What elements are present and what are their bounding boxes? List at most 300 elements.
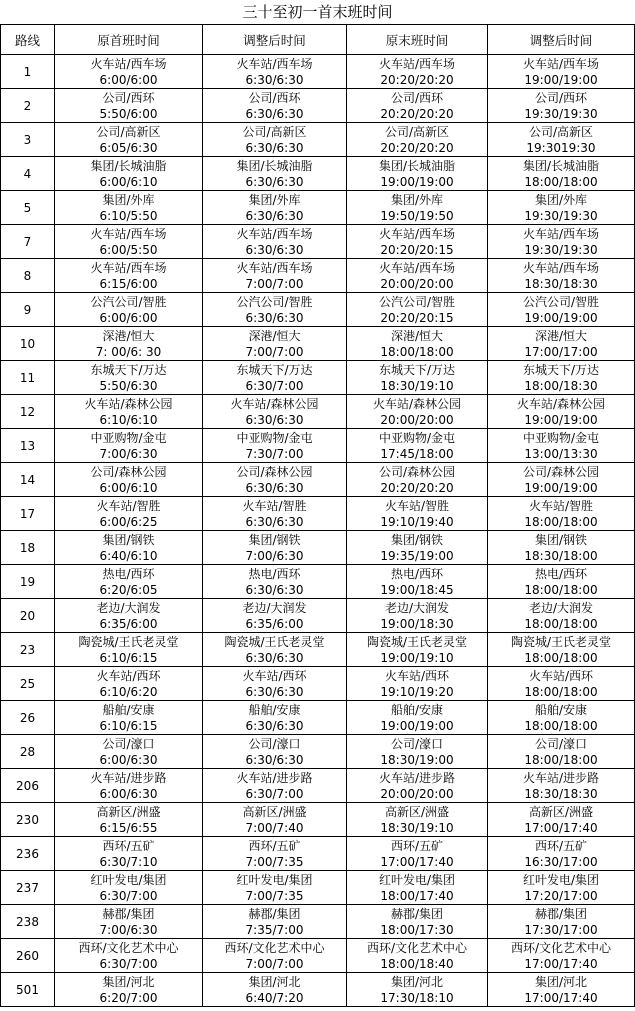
stop-names: 集团/外库 bbox=[390, 192, 444, 207]
stop-names: 深港/恒大 bbox=[390, 328, 444, 343]
times: 19:30/19:30 bbox=[524, 242, 598, 257]
times: 18:30/18:30 bbox=[524, 276, 598, 291]
times: 6:30/6:30 bbox=[245, 242, 304, 257]
route-number: 206 bbox=[1, 769, 55, 803]
route-number: 8 bbox=[1, 259, 55, 293]
stop-names: 火车站/西车场 bbox=[378, 226, 456, 241]
stop-names: 西环/五矿 bbox=[248, 838, 301, 853]
stop-names: 火车站/西环 bbox=[384, 668, 450, 683]
stop-names: 集团/外库 bbox=[248, 192, 301, 207]
orig-last-cell bbox=[347, 531, 488, 565]
stop-names: 热电/西环 bbox=[248, 566, 301, 581]
adj-last-cell bbox=[488, 939, 635, 973]
stop-names: 火车站/西车场 bbox=[236, 226, 313, 241]
adj-last-cell bbox=[488, 667, 635, 701]
stop-names: 陶瓷城/王氏老灵堂 bbox=[510, 634, 612, 649]
times: 19:00/19:00 bbox=[524, 310, 598, 325]
times: 18:00/18:00 bbox=[524, 718, 598, 733]
times: 17:20/17:00 bbox=[524, 888, 598, 903]
orig-last-cell bbox=[347, 973, 488, 1007]
times: 17:45/18:00 bbox=[380, 446, 454, 461]
times: 19:10/19:20 bbox=[380, 684, 454, 699]
stop-names: 火车站/森林公园 bbox=[372, 396, 462, 411]
stop-names: 西环/五矿 bbox=[102, 838, 155, 853]
route-number: 236 bbox=[1, 837, 55, 871]
orig-first-cell bbox=[55, 531, 203, 565]
times: 6:00/5:50 bbox=[99, 242, 158, 257]
stop-names: 赫郡/集团 bbox=[534, 906, 588, 921]
stop-names: 赫郡/集团 bbox=[102, 906, 155, 921]
stop-names: 公汽公司/智胜 bbox=[378, 294, 456, 309]
times: 6:30/6:30 bbox=[245, 310, 304, 325]
times: 6:30/7:00 bbox=[99, 888, 158, 903]
orig-last-cell bbox=[347, 871, 488, 905]
times: 6:30/7:00 bbox=[245, 786, 304, 801]
stop-names: 集团/钢铁 bbox=[534, 532, 588, 547]
adj-last-cell bbox=[488, 191, 635, 225]
adj-first-cell bbox=[203, 735, 347, 769]
orig-first-cell bbox=[55, 565, 203, 599]
adj-last-cell bbox=[488, 905, 635, 939]
adj-first-cell bbox=[203, 939, 347, 973]
stop-names: 老边/大润发 bbox=[528, 600, 594, 615]
orig-first-cell bbox=[55, 55, 203, 89]
table-row bbox=[1, 905, 635, 939]
orig-first-cell bbox=[55, 123, 203, 157]
header-orig-first: 原首班时间 bbox=[55, 25, 203, 55]
times: 20:20/20:20 bbox=[380, 140, 454, 155]
times: 18:30/19:10 bbox=[380, 820, 454, 835]
orig-last-cell bbox=[347, 225, 488, 259]
route-number: 25 bbox=[1, 667, 55, 701]
times: 17:30/17:00 bbox=[524, 922, 598, 937]
orig-last-cell bbox=[347, 599, 488, 633]
times: 5:50/6:00 bbox=[99, 106, 158, 121]
times: 7:00/7:00 bbox=[245, 344, 304, 359]
times: 6:30/7:10 bbox=[99, 854, 158, 869]
adj-first-cell bbox=[203, 157, 347, 191]
orig-first-cell bbox=[55, 633, 203, 667]
orig-last-cell bbox=[347, 429, 488, 463]
route-number: 9 bbox=[1, 293, 55, 327]
stop-names: 赫郡/集团 bbox=[248, 906, 301, 921]
route-number: 18 bbox=[1, 531, 55, 565]
orig-last-cell bbox=[347, 565, 488, 599]
orig-last-cell bbox=[347, 123, 488, 157]
adj-last-cell bbox=[488, 123, 635, 157]
adj-last-cell bbox=[488, 599, 635, 633]
stop-names: 公司/濠口 bbox=[102, 736, 155, 751]
orig-first-cell bbox=[55, 769, 203, 803]
orig-last-cell bbox=[347, 837, 488, 871]
times: 19:00/18:45 bbox=[380, 582, 454, 597]
stop-names: 中亚购物/金屯 bbox=[522, 430, 600, 445]
times: 6:30/6:30 bbox=[245, 752, 304, 767]
times: 18:30/18:00 bbox=[524, 548, 598, 563]
stop-names: 东城天下/万达 bbox=[522, 362, 600, 377]
table-row bbox=[1, 123, 635, 157]
adj-first-cell bbox=[203, 191, 347, 225]
stop-names: 火车站/进步路 bbox=[378, 770, 456, 785]
stop-names: 集团/河北 bbox=[390, 974, 444, 989]
times: 17:00/17:40 bbox=[380, 854, 454, 869]
stop-names: 火车站/西车场 bbox=[90, 260, 167, 275]
times: 20:20/20:15 bbox=[380, 242, 454, 257]
times: 6:15/6:55 bbox=[99, 820, 158, 835]
schedule-table bbox=[0, 24, 635, 1007]
stop-names: 公司/西环 bbox=[390, 90, 444, 105]
times: 7:35/7:00 bbox=[245, 922, 304, 937]
adj-first-cell bbox=[203, 871, 347, 905]
times: 19:35/19:00 bbox=[380, 548, 454, 563]
stop-names: 红叶发电/集团 bbox=[522, 872, 600, 887]
route-number: 1 bbox=[1, 55, 55, 89]
route-number: 260 bbox=[1, 939, 55, 973]
stop-names: 高新区/洲盛 bbox=[96, 804, 161, 819]
stop-names: 火车站/进步路 bbox=[522, 770, 600, 785]
times: 18:00/18:00 bbox=[524, 752, 598, 767]
stop-names: 火车站/西车场 bbox=[236, 56, 313, 71]
orig-last-cell bbox=[347, 803, 488, 837]
orig-first-cell bbox=[55, 701, 203, 735]
stop-names: 公汽公司/智胜 bbox=[90, 294, 167, 309]
times: 6:10/6:20 bbox=[99, 684, 158, 699]
times: 20:00/20:00 bbox=[380, 786, 454, 801]
page-title: 三十至初一首末班时间 bbox=[242, 3, 393, 21]
stop-names: 火车站/西环 bbox=[242, 668, 307, 683]
orig-first-cell bbox=[55, 599, 203, 633]
stop-names: 公司/西环 bbox=[248, 90, 301, 105]
times: 6:20/7:00 bbox=[99, 990, 158, 1005]
adj-last-cell bbox=[488, 803, 635, 837]
stop-names: 西环/文化艺术中心 bbox=[78, 940, 179, 955]
table-row bbox=[1, 293, 635, 327]
route-number: 14 bbox=[1, 463, 55, 497]
stop-names: 西环/五矿 bbox=[390, 838, 444, 853]
adj-last-cell bbox=[488, 497, 635, 531]
stop-names: 集团/钢铁 bbox=[102, 532, 155, 547]
table-row bbox=[1, 531, 635, 565]
adj-last-cell bbox=[488, 837, 635, 871]
stop-names: 高新区/洲盛 bbox=[384, 804, 450, 819]
route-number: 13 bbox=[1, 429, 55, 463]
orig-last-cell bbox=[347, 633, 488, 667]
times: 18:30/18:30 bbox=[524, 786, 598, 801]
table-row bbox=[1, 361, 635, 395]
times: 19:30/19:30 bbox=[524, 208, 598, 223]
route-number: 12 bbox=[1, 395, 55, 429]
times: 6:30/6:30 bbox=[245, 650, 304, 665]
times: 6:00/6:10 bbox=[99, 480, 158, 495]
adj-first-cell bbox=[203, 361, 347, 395]
stop-names: 公司/高新区 bbox=[242, 124, 307, 139]
table-row bbox=[1, 769, 635, 803]
table-row bbox=[1, 939, 635, 973]
orig-last-cell bbox=[347, 55, 488, 89]
table-row bbox=[1, 973, 635, 1007]
adj-last-cell bbox=[488, 565, 635, 599]
times: 17:00/17:40 bbox=[524, 820, 598, 835]
orig-first-cell bbox=[55, 463, 203, 497]
times: 6:40/6:10 bbox=[99, 548, 158, 563]
orig-last-cell bbox=[347, 939, 488, 973]
stop-names: 西环/五矿 bbox=[534, 838, 588, 853]
times: 6:10/6:15 bbox=[99, 650, 158, 665]
orig-last-cell bbox=[347, 293, 488, 327]
times: 16:30/17:00 bbox=[524, 854, 598, 869]
adj-first-cell bbox=[203, 803, 347, 837]
times: 7:00/6:30 bbox=[245, 548, 304, 563]
stop-names: 红叶发电/集团 bbox=[236, 872, 313, 887]
times: 20:00/20:00 bbox=[380, 276, 454, 291]
times: 6:30/7:00 bbox=[245, 378, 304, 393]
adj-first-cell bbox=[203, 55, 347, 89]
table-row bbox=[1, 497, 635, 531]
stop-names: 火车站/西车场 bbox=[90, 226, 167, 241]
stop-names: 陶瓷城/王氏老灵堂 bbox=[366, 634, 468, 649]
times: 19:00/19:00 bbox=[380, 174, 454, 189]
stop-names: 中亚购物/金屯 bbox=[236, 430, 313, 445]
orig-last-cell bbox=[347, 769, 488, 803]
stop-names: 船舶/安康 bbox=[390, 702, 444, 717]
table-row bbox=[1, 55, 635, 89]
times: 6:00/6:30 bbox=[99, 786, 158, 801]
table-row bbox=[1, 701, 635, 735]
adj-last-cell bbox=[488, 701, 635, 735]
times: 18:00/18:00 bbox=[524, 616, 598, 631]
route-number: 19 bbox=[1, 565, 55, 599]
stop-names: 集团/外库 bbox=[102, 192, 155, 207]
stop-names: 集团/河北 bbox=[534, 974, 588, 989]
adj-last-cell bbox=[488, 973, 635, 1007]
stop-names: 集团/河北 bbox=[102, 974, 155, 989]
stop-names: 高新区/洲盛 bbox=[528, 804, 594, 819]
adj-first-cell bbox=[203, 905, 347, 939]
table-row bbox=[1, 565, 635, 599]
adj-first-cell bbox=[203, 293, 347, 327]
stop-names: 高新区/洲盛 bbox=[242, 804, 307, 819]
times: 6:00/6:00 bbox=[99, 310, 158, 325]
stop-names: 船舶/安康 bbox=[534, 702, 588, 717]
stop-names: 热电/西环 bbox=[534, 566, 588, 581]
stop-names: 公司/森林公园 bbox=[90, 464, 167, 479]
adj-first-cell bbox=[203, 259, 347, 293]
times: 7:00/7:00 bbox=[245, 276, 304, 291]
adj-first-cell bbox=[203, 463, 347, 497]
orig-last-cell bbox=[347, 157, 488, 191]
times: 18:00/18:00 bbox=[524, 650, 598, 665]
times: 17:30/18:10 bbox=[380, 990, 454, 1005]
orig-last-cell bbox=[347, 327, 488, 361]
times: 6:05/6:30 bbox=[99, 140, 158, 155]
stop-names: 陶瓷城/王氏老灵堂 bbox=[224, 634, 325, 649]
orig-first-cell bbox=[55, 327, 203, 361]
table-row bbox=[1, 667, 635, 701]
table-row bbox=[1, 157, 635, 191]
table-row bbox=[1, 395, 635, 429]
adj-last-cell bbox=[488, 735, 635, 769]
stop-names: 火车站/智胜 bbox=[528, 498, 594, 513]
route-number: 4 bbox=[1, 157, 55, 191]
times: 17:00/17:40 bbox=[524, 990, 598, 1005]
stop-names: 火车站/智胜 bbox=[242, 498, 307, 513]
stop-names: 公司/高新区 bbox=[384, 124, 450, 139]
stop-names: 公司/西环 bbox=[534, 90, 588, 105]
adj-first-cell bbox=[203, 837, 347, 871]
times: 18:00/18:00 bbox=[524, 174, 598, 189]
orig-last-cell bbox=[347, 905, 488, 939]
adj-first-cell bbox=[203, 633, 347, 667]
stop-names: 西环/文化艺术中心 bbox=[510, 940, 612, 955]
orig-first-cell bbox=[55, 429, 203, 463]
stop-names: 东城天下/万达 bbox=[236, 362, 313, 377]
stop-names: 西环/文化艺术中心 bbox=[366, 940, 468, 955]
times: 18:00/18:30 bbox=[524, 378, 598, 393]
times: 19:30/19:30 bbox=[524, 106, 598, 121]
adj-last-cell bbox=[488, 463, 635, 497]
stop-names: 赫郡/集团 bbox=[390, 906, 444, 921]
times: 13:00/13:30 bbox=[524, 446, 598, 461]
table-row bbox=[1, 225, 635, 259]
orig-last-cell bbox=[347, 259, 488, 293]
header-adj-last: 调整后时间 bbox=[488, 25, 635, 55]
stop-names: 火车站/西车场 bbox=[522, 226, 600, 241]
times: 6:30/6:30 bbox=[245, 106, 304, 121]
stop-names: 公司/森林公园 bbox=[378, 464, 456, 479]
times: 6:30/7:00 bbox=[99, 956, 158, 971]
header-orig-last: 原末班时间 bbox=[347, 25, 488, 55]
times: 18:00/17:40 bbox=[380, 888, 454, 903]
header-row bbox=[1, 25, 635, 55]
adj-last-cell bbox=[488, 769, 635, 803]
table-row bbox=[1, 837, 635, 871]
table-body bbox=[1, 55, 635, 1007]
adj-last-cell bbox=[488, 327, 635, 361]
times: 7:00/7:00 bbox=[245, 956, 304, 971]
times: 7:00/7:35 bbox=[245, 888, 304, 903]
adj-first-cell bbox=[203, 565, 347, 599]
times: 6:30/6:30 bbox=[245, 684, 304, 699]
times: 18:30/19:00 bbox=[380, 752, 454, 767]
table-row bbox=[1, 735, 635, 769]
times: 18:00/18:00 bbox=[524, 514, 598, 529]
stop-names: 火车站/西车场 bbox=[378, 260, 456, 275]
orig-first-cell bbox=[55, 871, 203, 905]
stop-names: 老边/大润发 bbox=[96, 600, 161, 615]
times: 5:50/6:30 bbox=[99, 378, 158, 393]
route-number: 23 bbox=[1, 633, 55, 667]
route-number: 238 bbox=[1, 905, 55, 939]
times: 6:30/6:30 bbox=[245, 582, 304, 597]
times: 19:00/19:10 bbox=[380, 650, 454, 665]
orig-first-cell bbox=[55, 497, 203, 531]
adj-last-cell bbox=[488, 531, 635, 565]
orig-first-cell bbox=[55, 293, 203, 327]
times: 19:00/19:00 bbox=[380, 718, 454, 733]
stop-names: 火车站/西车场 bbox=[236, 260, 313, 275]
times: 19:50/19:50 bbox=[380, 208, 454, 223]
stop-names: 公汽公司/智胜 bbox=[522, 294, 600, 309]
times: 6:30/6:30 bbox=[245, 174, 304, 189]
times: 18:00/18:00 bbox=[380, 344, 454, 359]
adj-first-cell bbox=[203, 531, 347, 565]
times: 20:20/20:15 bbox=[380, 310, 454, 325]
stop-names: 公司/森林公园 bbox=[522, 464, 600, 479]
route-number: 2 bbox=[1, 89, 55, 123]
orig-first-cell bbox=[55, 905, 203, 939]
orig-first-cell bbox=[55, 191, 203, 225]
table-row bbox=[1, 803, 635, 837]
stop-names: 中亚购物/金屯 bbox=[378, 430, 456, 445]
times: 19:00/19:00 bbox=[524, 412, 598, 427]
orig-first-cell bbox=[55, 259, 203, 293]
times: 6:15/6:00 bbox=[99, 276, 158, 291]
stop-names: 船舶/安康 bbox=[102, 702, 155, 717]
route-number: 7 bbox=[1, 225, 55, 259]
stop-names: 集团/河北 bbox=[248, 974, 301, 989]
orig-last-cell bbox=[347, 191, 488, 225]
times: 7:00/6:30 bbox=[99, 446, 158, 461]
stop-names: 红叶发电/集团 bbox=[378, 872, 456, 887]
times: 6:00/6:30 bbox=[99, 752, 158, 767]
stop-names: 集团/钢铁 bbox=[248, 532, 301, 547]
stop-names: 深港/恒大 bbox=[102, 328, 155, 343]
times: 7: 00/6: 30 bbox=[95, 344, 162, 359]
stop-names: 火车站/西车场 bbox=[522, 260, 600, 275]
stop-names: 中亚购物/金屯 bbox=[90, 430, 167, 445]
times: 6:30/6:30 bbox=[245, 514, 304, 529]
adj-last-cell bbox=[488, 259, 635, 293]
stop-names: 老边/大润发 bbox=[384, 600, 450, 615]
stop-names: 西环/文化艺术中心 bbox=[224, 940, 325, 955]
stop-names: 火车站/森林公园 bbox=[230, 396, 319, 411]
times: 6:30/6:30 bbox=[245, 140, 304, 155]
times: 7:00/6:30 bbox=[99, 922, 158, 937]
orig-last-cell bbox=[347, 497, 488, 531]
times: 7:00/7:40 bbox=[245, 820, 304, 835]
adj-first-cell bbox=[203, 89, 347, 123]
table-row bbox=[1, 429, 635, 463]
orig-first-cell bbox=[55, 837, 203, 871]
times: 20:20/20:20 bbox=[380, 480, 454, 495]
times: 17:00/17:40 bbox=[524, 956, 598, 971]
adj-first-cell bbox=[203, 701, 347, 735]
times: 19:3019:30 bbox=[526, 140, 596, 155]
adj-last-cell bbox=[488, 157, 635, 191]
stop-names: 集团/长城油脂 bbox=[522, 158, 600, 173]
orig-last-cell bbox=[347, 395, 488, 429]
orig-last-cell bbox=[347, 735, 488, 769]
orig-first-cell bbox=[55, 157, 203, 191]
times: 6:30/6:30 bbox=[245, 208, 304, 223]
times: 20:20/20:20 bbox=[380, 72, 454, 87]
adj-first-cell bbox=[203, 599, 347, 633]
orig-last-cell bbox=[347, 463, 488, 497]
times: 6:30/6:30 bbox=[245, 718, 304, 733]
stop-names: 集团/长城油脂 bbox=[90, 158, 167, 173]
adj-first-cell bbox=[203, 327, 347, 361]
orig-first-cell bbox=[55, 225, 203, 259]
stop-names: 热电/西环 bbox=[102, 566, 155, 581]
times: 18:30/19:10 bbox=[380, 378, 454, 393]
times: 6:35/6:00 bbox=[99, 616, 158, 631]
adj-last-cell bbox=[488, 55, 635, 89]
stop-names: 公司/濠口 bbox=[534, 736, 588, 751]
stop-names: 火车站/智胜 bbox=[96, 498, 161, 513]
stop-names: 火车站/智胜 bbox=[384, 498, 450, 513]
adj-first-cell bbox=[203, 123, 347, 157]
orig-last-cell bbox=[347, 667, 488, 701]
